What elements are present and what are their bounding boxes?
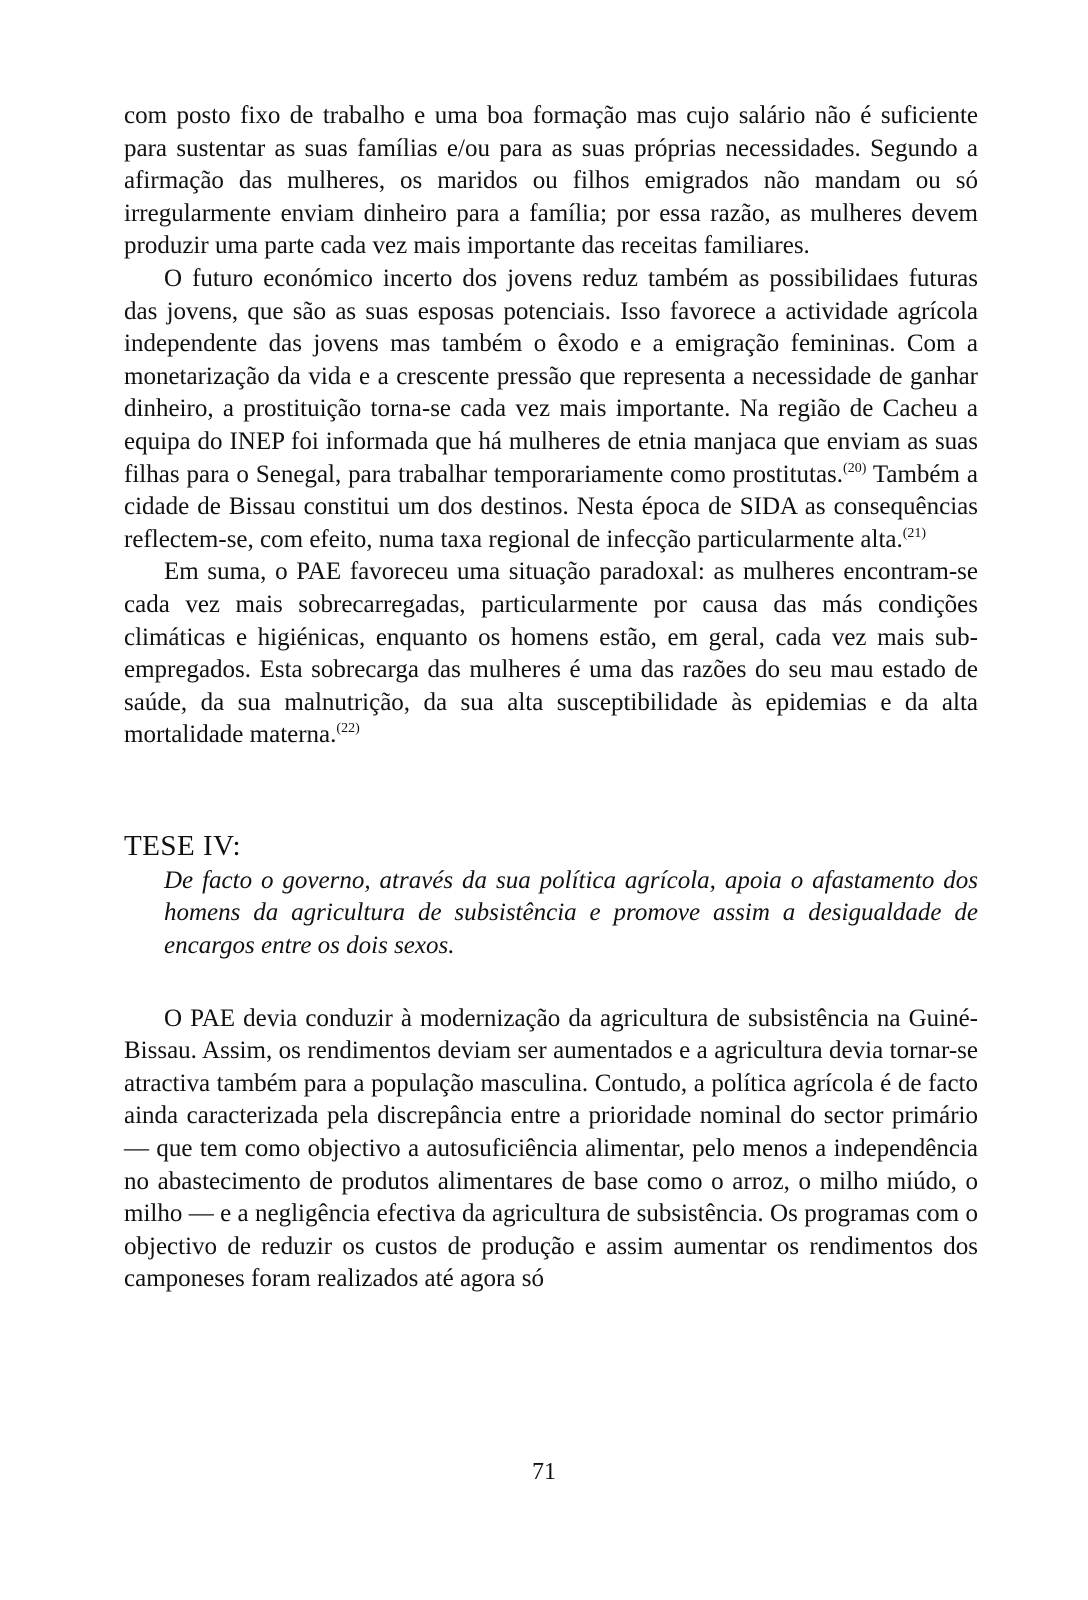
- thesis-heading: TESE IV:: [124, 829, 242, 862]
- paragraph-agricultural-policy: O PAE devia conduzir à modernização da agricultura de subsistência na Guiné-Bissau. Assim, os rendimentos deviam ser aumentados e a agricultura devia tornar-se atractiva também para a população masculina. Contudo, a política agrícola é de facto ainda caracterizada pela discrepância entre a prioridade nominal do sector primário — que tem como objectivo a autosuficiência alimentar, pelo menos a independência no abastecimento de produtos alimentares de base como o arroz, o milho miúdo, o milho — e a negligência efectiva da agricultura de subsistência. Os programas com o objectivo de reduzir os custos de produção e assim aumentar os rendimentos dos camponeses foram realizados até agora só: [124, 1004, 978, 1293]
- footnote-ref-22: (22): [336, 721, 360, 737]
- footnote-ref-20: (20): [843, 460, 867, 476]
- footnote-ref-21: (21): [902, 525, 927, 541]
- paragraph-text: Em suma, o PAE favoreceu uma situação paradoxal: as mulheres encontram-se cada vez mais sobrecarregadas, particularmente por causa das más condições climáticas e higiénicas, enquanto os homens estão, em geral, cada vez mais sub-empregados. Esta sobrecarga das mulheres é uma das razões do seu mau estado de saúde, da sua malnutrição, da sua alta susceptibilidade às epidemias e da alta mortalidade materna.: [124, 558, 978, 749]
- page-number: 71: [532, 1459, 556, 1485]
- paragraph-text: O futuro económico incerto dos jovens reduz também as possibilidaes futuras das jovens, que são as suas esposas potenciais. Isso favorece a actividade agrícola independente das jovens mas também o êxodo e a emigração femininas. Com a monetarização da vida e a crescente pressão que representa a necessidade de ganhar dinheiro, a prostituição torna-se cada vez mais importante. Na região de Cacheu a equipa do INEP foi informada que há mulheres de etnia manjaca que enviam as suas filhas para o Senegal, para trabalhar temporariamente como prostitutas.: [124, 264, 978, 488]
- paragraph-pae-summary: [124, 556, 978, 752]
- paragraph-continuation: com posto fixo de trabalho e uma boa formação mas cujo salário não é suficiente para sustentar as suas famílias e/ou para as suas próprias necessidades. Segundo a afirmação das mulheres, os maridos ou filhos emigrados não mandam ou só irregularmente enviam dinheiro para a família; por essa razão, as mulheres devem produzir uma parte cada vez mais importante das receitas familiares.: [124, 102, 978, 260]
- thesis-statement: De facto o governo, através da sua política agrícola, apoia o afastamento dos homens da agricultura de subsistência e promove assim a desigualdade de encargos entre os dois sexos.: [164, 866, 978, 960]
- paragraph-text: Também a cidade de Bissau constitui um dos destinos. Nesta época de SIDA as consequências reflectem-se, com efeito, numa taxa regional de infecção particularmente alta.: [124, 460, 978, 553]
- page-text-block: [124, 100, 978, 1296]
- paragraph-youth-future: [124, 263, 978, 556]
